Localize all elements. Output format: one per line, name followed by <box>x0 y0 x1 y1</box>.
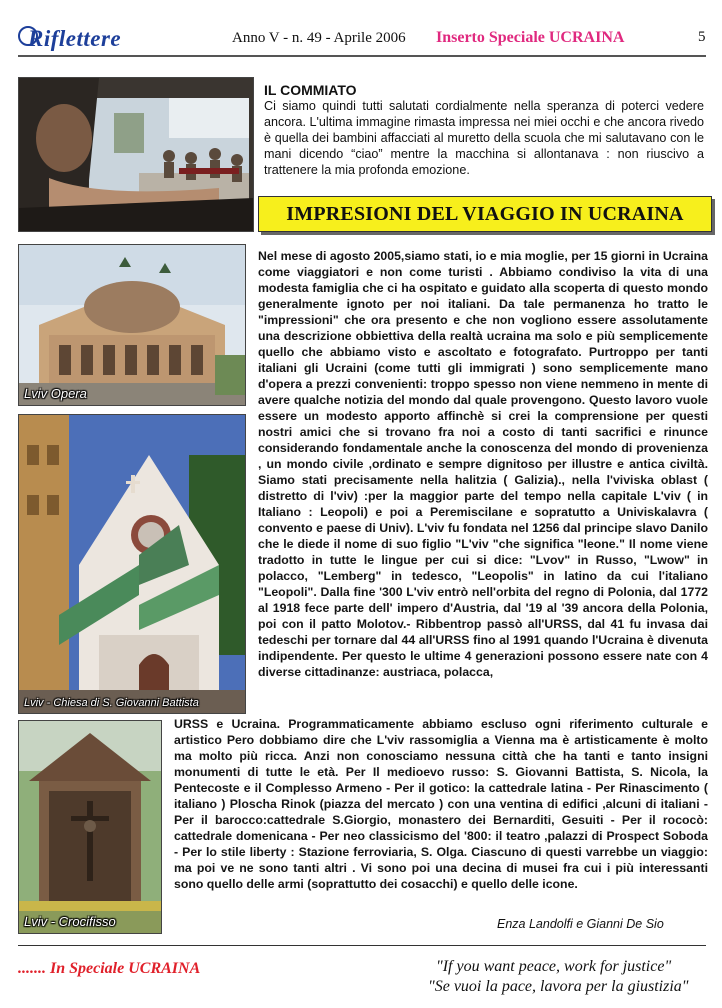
footer-section-label: ....... In Speciale UCRAINA <box>18 960 201 977</box>
church-caption: Lviv - Chiesa di S. Giovanni Battista <box>24 697 199 709</box>
crucifix-photo <box>18 720 162 934</box>
crucifix-caption: Lviv - Crocifisso <box>24 914 116 929</box>
masthead-title: Riflettere <box>28 26 122 51</box>
farewell-photo <box>18 77 254 232</box>
masthead-logo <box>18 26 208 52</box>
footer-quote-english: "If you want peace, work for justice" <box>436 958 672 975</box>
opera-photo-image <box>19 245 245 405</box>
commiato-text: Ci siamo quindi tutti salutati cordialmente nella speranza di poterci vedere ancora. L'ultima immagine rimasta impressa nei miei occhi e che ancora rivedo è quella dei bambini affacciati al muretto della scuola che mi salutavano con le mani dicendo “ciao” mentre la macchina si allontanava : non riuscivo a trattenere la mia profonda emozione. <box>264 99 704 177</box>
footer-quote-italian: "Se vuoi la pace, lavora per la giustizia" <box>428 978 689 995</box>
article-body-part2: URSS e Ucraina. Programmaticamente abbiamo escluso ogni riferimento culturale e artistico Pero dobbiamo dire che L'viv rassomiglia a Vienna ma è artisticamente è molto ma molto più ricca. Anzi non conosciamo nessuna città che ha tanti e tanto insigni monumenti di tutte le età. Per Il medioevo russo: S. Giovanni Battista, S. Nicola, la Pentecoste e il Complesso Armeno - Per il gotico: la cattedrale latina - Per Rinascimento ( italiano ) Ploscha Rinok (piazza del mercato ) con una ventina di edifici ,alcuni di italiani - Per il barocco:cattedrale S.Giorgio, monastero dei Bernarditi, Gesuiti - Per il rococò: cattedrale domenicana - Per neo classicismo del '800: il teatro ,palazzi di Prospect Soboda - Per lo stile liberty : Stazione ferroviaria, S. Olga. Ciascuno di questi varrebbe un viaggio: ma poi ve ne sono tanti altri . Vi sono poi una decina di musei fra cui i più interessanti sono quello delle armi (soprattutto dei cosacchi) e quello delle icone. <box>174 717 708 891</box>
issue-info: Anno V - n. 49 - Aprile 2006 <box>232 30 406 46</box>
article-banner <box>258 196 712 232</box>
header-divider <box>18 55 706 57</box>
church-photo <box>18 414 246 714</box>
footer-divider <box>18 945 706 946</box>
article-title: IMPRESIONI DEL VIAGGIO IN UCRAINA <box>286 203 684 225</box>
farewell-photo-image <box>19 78 253 231</box>
article-body-part1: Nel mese di agosto 2005,siamo stati, io e mia moglie, per 15 giorni in Ucraina come viaggiatori e non come turisti . Abbiamo condiviso la vita di una modesta famiglia che ci ha ospitato e guidato alla scoperta di questo mondo generalmente ignoto per noi italiani. Da tale permanenza ho tratto le "impressioni" che ora presento e che non vogliono essere assolutamente una descrizione obbiettiva della realtà ucraina ma solo e più semplicemente quello che abbiamo visto e ascoltato e fotografato. Purtroppo per tanti italiani gli Ucraini (come tutti gli immigrati ) sono semplicemente mano d'opera a prezzi convenienti: troppo spesso non viene nemmeno in mente di avere qualche notizia del mondo dal quale provengono. Questo lavoro vuole essere un modesto apporto affinchè si crei la comprensione per questi nostri amici che si trovano fra noi a costo di tanti sacrifici e rinunce considerando fondamentale anche la conoscenza del mondo di provenienza , un mondo civile ,ordinato e sempre dignitoso per illustre e antica civiltà. Siamo stati precisamente nella halitzia ( Galizia)., nella l'viviska oblast ( distretto di l'viv) :per la maggior parte del tempo nella capitale L'viv ( in Italiano : Leopoli) e poi a Peremiscilane e sopratutto a Univiskalavra ( convento e paese di Univ). L'viv fu fondata nel 1256 dal principe slavo Danilo che le diede il nome di suo figlio "L'viv "che significa "leone." Il nome viene tradotto in tutte le lingue per cui si dice: "Lvov" in Russo, "Lwow" in polacco, "Lemberg" in tedesco, "Leopolis" in latino da cui l'italiano "Leopoli". Dalla fine '300 L'viv entrò nell'orbita del regno di Polonia, dal 1772 al 1918 fece parte dell' impero d'Austria, dal '19 al '39 ancora della Polonia, poi con il patto Molotov.- Ribbentrop passò all'URSS, dal 41 fu invasa dai tedeschi per tornare dal 44 all'URSS fino al 1991 quando l'Ucraina è divenuta indipendente. Per questo le ultime 4 generazioni possono essere nate con 4 diverse cittadinanze: austriaca, polacca, <box>258 249 708 679</box>
opera-photo <box>18 244 246 406</box>
section-label: Inserto Speciale UCRAINA <box>436 29 625 46</box>
church-photo-image <box>19 415 245 713</box>
opera-caption: Lviv Opera <box>24 386 87 401</box>
crucifix-photo-image <box>19 721 161 933</box>
page-number: 5 <box>698 29 706 45</box>
article-signature: Enza Landolfi e Gianni De Sio <box>497 917 664 931</box>
commiato-title: IL COMMIATO <box>264 82 357 98</box>
